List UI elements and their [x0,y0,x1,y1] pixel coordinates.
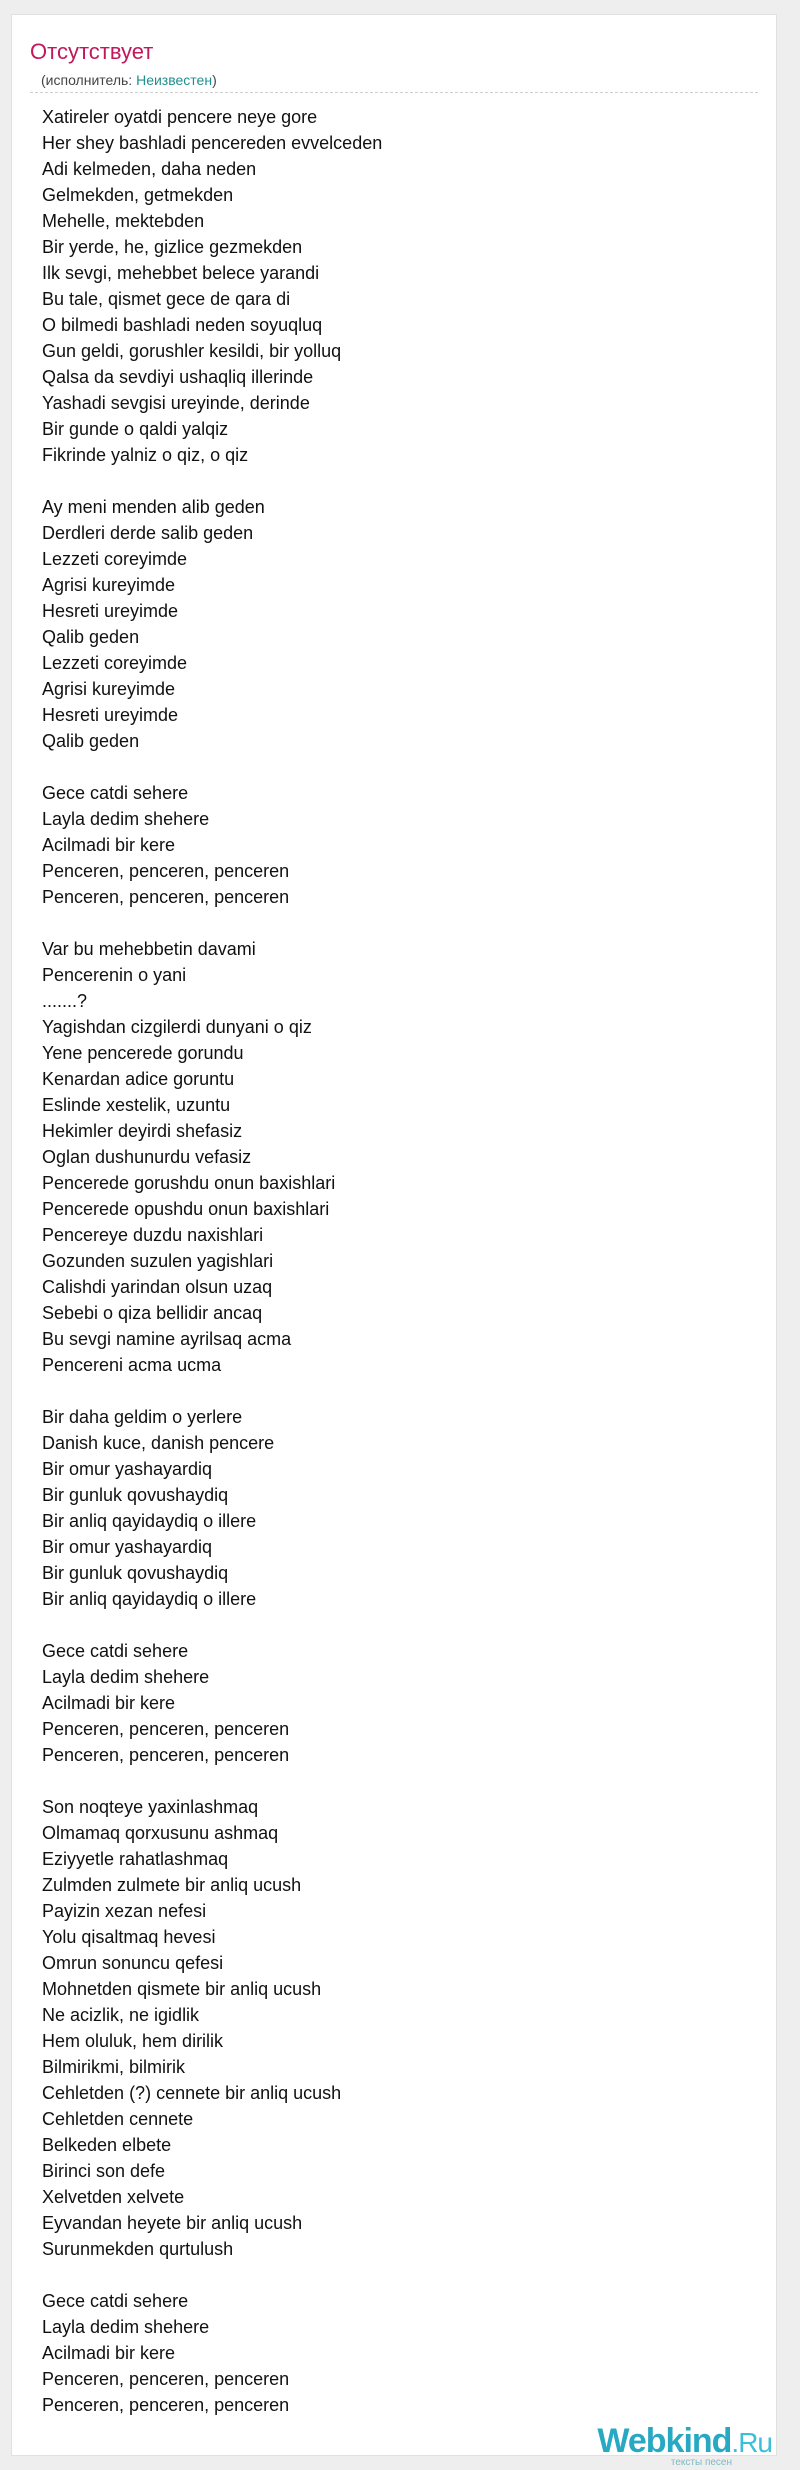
lyric-line: Bilmirikmi, bilmirik [42,2057,185,2077]
lyric-line: Her shey bashladi pencereden evvelceden [42,133,383,153]
lyric-line: Fikrinde yalniz o qiz, o qiz [42,445,249,465]
lyric-line: Bir omur yashayardiq [42,1537,213,1557]
lyric-line: Eziyyetle rahatlashmaq [42,1849,229,1869]
stanza-gap [42,468,742,494]
lyric-line: Layla dedim shehere [42,809,210,829]
lyric-line: Bu tale, qismet gece de qara di [42,289,291,309]
lyric-line: Cehletden cennete [42,2109,194,2129]
lyric-line: Bir gunde o qaldi yalqiz [42,419,229,439]
lyric-line: Eyvandan heyete bir anliq ucush [42,2213,303,2233]
lyric-line: Gun geldi, gorushler kesildi, bir yolluq [42,341,342,361]
stanza-gap [42,2262,742,2288]
lyric-line: Penceren, penceren, penceren [42,2395,290,2415]
lyric-line: Cehletden (?) cennete bir anliq ucush [42,2083,342,2103]
lyric-line: Qalib geden [42,731,140,751]
artist-prefix: (исполнитель: [41,72,137,88]
lyric-line: Bir yerde, he, gizlice gezmekden [42,237,303,257]
lyric-line: Penceren, penceren, penceren [42,1745,290,1765]
lyrics-text [42,104,742,2418]
lyric-line: Qalib geden [42,627,140,647]
lyric-line: Lezzeti coreyimde [42,549,188,569]
lyric-line: Ilk sevgi, mehebbet belece yarandi [42,263,320,283]
lyric-line: O bilmedi bashladi neden soyuqluq [42,315,323,335]
lyric-line: Penceren, penceren, penceren [42,861,290,881]
song-title: Отсутствует [30,39,154,64]
lyric-line: Acilmadi bir kere [42,835,176,855]
lyric-line: Xatireler oyatdi pencere neye gore [42,107,318,127]
lyric-line: Ne acizlik, ne igidlik [42,2005,200,2025]
lyric-line: Gece catdi sehere [42,2291,189,2311]
lyric-line: Birinci son defe [42,2161,166,2181]
lyric-line: Omrun sonuncu qefesi [42,1953,224,1973]
lyric-line: Kenardan adice goruntu [42,1069,235,1089]
lyric-line: Layla dedim shehere [42,1667,210,1687]
lyric-line: Bir anliq qayidaydiq o illere [42,1511,257,1531]
lyric-line: Pencerede opushdu onun baxishlari [42,1199,330,1219]
lyric-line: Calishdi yarindan olsun uzaq [42,1277,273,1297]
lyric-line: Gelmekden, getmekden [42,185,234,205]
lyric-line: Agrisi kureyimde [42,575,176,595]
lyric-line: Surunmekden qurtulush [42,2239,234,2259]
lyric-line: Agrisi kureyimde [42,679,176,699]
lyric-line: Penceren, penceren, penceren [42,887,290,907]
artist-suffix: ) [212,72,217,88]
logo-name: Webkind [597,2422,732,2460]
stanza-gap [42,754,742,780]
lyric-line: Payizin xezan nefesi [42,1901,207,1921]
lyric-line: Xelvetden xelvete [42,2187,185,2207]
lyric-line: Mehelle, mektebden [42,211,205,231]
lyric-line: Yolu qisaltmaq hevesi [42,1927,216,1947]
lyric-line: Pencerenin o yani [42,965,187,985]
lyric-line: Yashadi sevgisi ureyinde, derinde [42,393,310,413]
lyric-line: Adi kelmeden, daha neden [42,159,257,179]
lyric-line: Yene pencerede gorundu [42,1043,244,1063]
lyric-line: Qalsa da sevdiyi ushaqliq illerinde [42,367,314,387]
lyric-line: Penceren, penceren, penceren [42,1719,290,1739]
lyric-line: Gozunden suzulen yagishlari [42,1251,274,1271]
lyric-line: Gece catdi sehere [42,1641,189,1661]
lyric-line: Oglan dushunurdu vefasiz [42,1147,252,1167]
lyric-line: Pencereni acma ucma [42,1355,222,1375]
lyric-line: Bir anliq qayidaydiq o illere [42,1589,257,1609]
lyric-line: Eslinde xestelik, uzuntu [42,1095,231,1115]
lyric-line: Pencereye duzdu naxishlari [42,1225,264,1245]
stanza-gap [42,1378,742,1404]
lyric-line: Bu sevgi namine ayrilsaq acma [42,1329,292,1349]
lyric-line: Zulmden zulmete bir anliq ucush [42,1875,302,1895]
lyric-line: Bir gunluk qovushaydiq [42,1563,229,1583]
artist-link[interactable]: Неизвестен [136,72,213,88]
lyric-line: Ay meni menden alib geden [42,497,265,517]
lyric-line: Lezzeti coreyimde [42,653,188,673]
logo-tagline: тексты песен [670,2457,732,2468]
lyric-line: Acilmadi bir kere [42,2343,176,2363]
lyric-line: Danish kuce, danish pencere [42,1433,275,1453]
lyric-line: Son noqteye yaxinlashmaq [42,1797,259,1817]
lyric-line: .......? [42,991,88,1011]
lyric-line: Var bu mehebbetin davami [42,939,256,959]
stanza-gap [42,1612,742,1638]
lyric-line: Hem oluluk, hem dirilik [42,2031,224,2051]
lyric-line: Hesreti ureyimde [42,705,179,725]
lyric-line: Belkeden elbete [42,2135,172,2155]
lyric-line: Yagishdan cizgilerdi dunyani o qiz [42,1017,312,1037]
title-divider [30,92,758,93]
lyric-line: Penceren, penceren, penceren [42,2369,290,2389]
site-logo[interactable] [572,2424,772,2468]
lyric-line: Mohnetden qismete bir anliq ucush [42,1979,322,1999]
lyric-line: Gece catdi sehere [42,783,189,803]
lyric-line: Olmamaq qorxusunu ashmaq [42,1823,279,1843]
lyric-line: Derdleri derde salib geden [42,523,254,543]
lyric-line: Hesreti ureyimde [42,601,179,621]
stanza-gap [42,1768,742,1794]
logo-wordmark [572,2424,772,2460]
stanza-gap [42,910,742,936]
logo-tld: .Ru [731,2427,772,2458]
lyric-line: Bir omur yashayardiq [42,1459,213,1479]
lyric-line: Pencerede gorushdu onun baxishlari [42,1173,336,1193]
lyric-line: Bir daha geldim o yerlere [42,1407,243,1427]
lyric-line: Acilmadi bir kere [42,1693,176,1713]
artist-meta [41,71,217,89]
lyric-line: Layla dedim shehere [42,2317,210,2337]
lyric-line: Hekimler deyirdi shefasiz [42,1121,243,1141]
lyric-line: Bir gunluk qovushaydiq [42,1485,229,1505]
lyric-line: Sebebi o qiza bellidir ancaq [42,1303,263,1323]
